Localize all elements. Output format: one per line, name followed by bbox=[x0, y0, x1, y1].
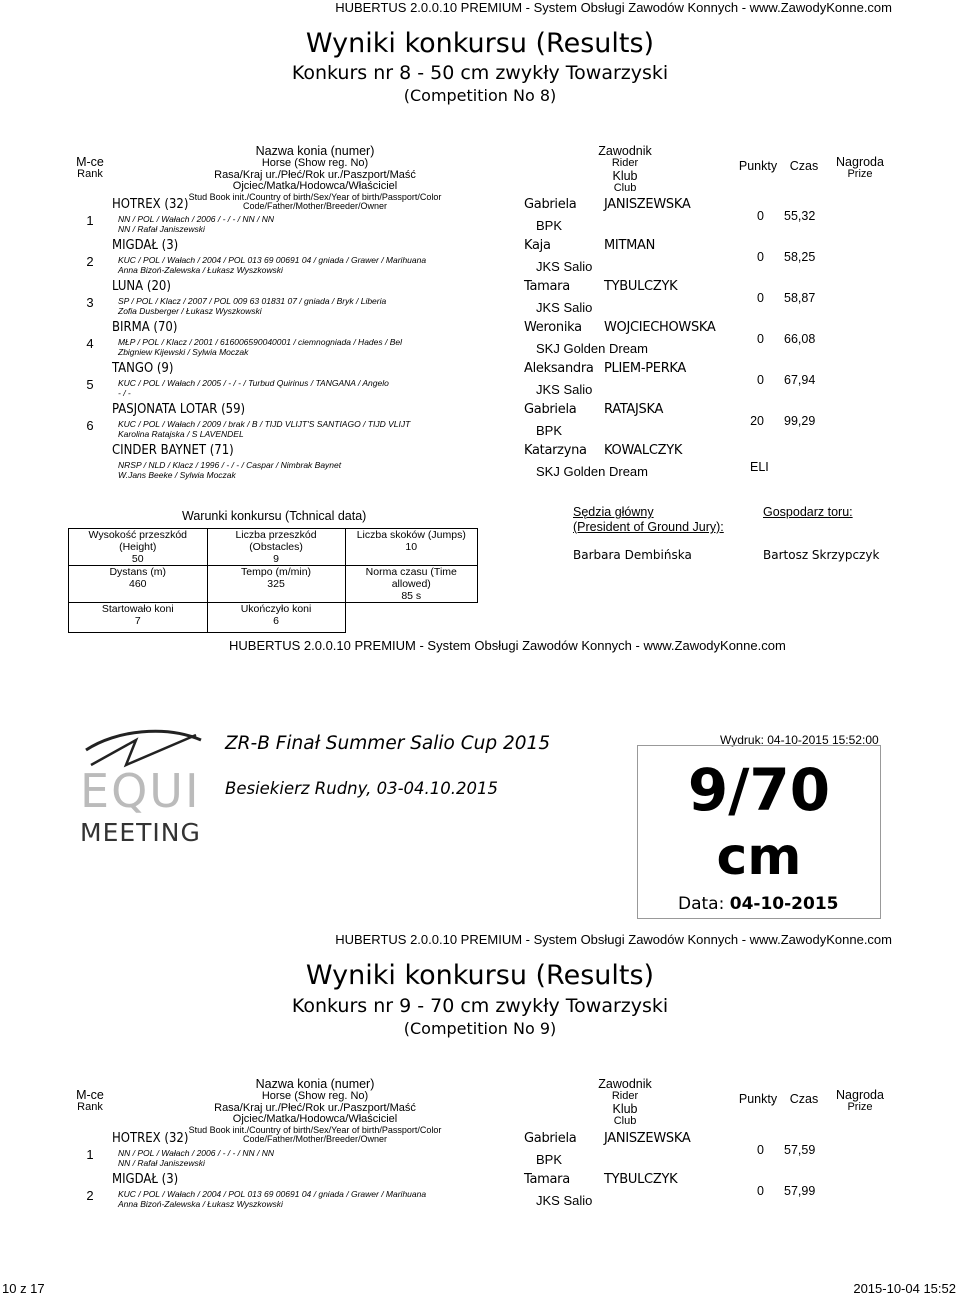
club-header-label-en: Club bbox=[613, 181, 637, 194]
points-value: 0 bbox=[757, 1143, 764, 1157]
horse-header-pedigree: Ojciec/Matka/Hodowca/Właściciel bbox=[232, 180, 398, 193]
club-name: BPK bbox=[536, 1152, 563, 1167]
finished-value: 6 bbox=[273, 615, 279, 627]
distance-cell bbox=[69, 566, 208, 603]
horse-header-pedigree-9: Ojciec/Matka/Hodowca/Właściciel bbox=[232, 1113, 398, 1126]
results-title-9: Wyniki konkursu (Results) bbox=[305, 960, 655, 991]
jumps-value: 10 bbox=[405, 541, 418, 553]
class-date bbox=[678, 894, 838, 914]
date-label: Data: bbox=[678, 894, 725, 914]
horse-header-label: Nazwa konia (numer) bbox=[255, 144, 375, 158]
rider-first-name: Katarzyna bbox=[524, 443, 587, 458]
prize-header-9 bbox=[832, 1089, 888, 1114]
equi-meeting-logo bbox=[76, 720, 216, 870]
rider-last-name: JANISZEWSKA bbox=[604, 197, 691, 212]
logo-text-meeting: MEETING bbox=[80, 818, 201, 847]
horse-details: NRSP / NLD / Klacz / 1996 / - / - / Caspar / Nimbrak Baynet bbox=[118, 460, 342, 470]
system-header: HUBERTUS 2.0.0.10 PREMIUM - System Obsługi Zawodów Konnych - www.ZawodyKonne.com bbox=[335, 0, 892, 15]
rider-header bbox=[580, 145, 670, 194]
horse-owner: Zofia Dusberger / Łukasz Wyszkowski bbox=[118, 306, 262, 316]
points-value: 0 bbox=[757, 373, 764, 387]
tempo-value: 325 bbox=[267, 578, 285, 590]
page-number: 10 z 17 bbox=[2, 1281, 45, 1296]
rider-first-name: Gabriela bbox=[524, 402, 577, 417]
club-header-label: Klub bbox=[612, 168, 638, 183]
started-label: Startowało koni bbox=[101, 603, 174, 615]
horse-details: KUC / POL / Wałach / 2004 / POL 013 69 00691 04 / gniada / Grawer / Marihuana bbox=[118, 255, 427, 265]
rider-first-name: Aleksandra bbox=[524, 361, 594, 376]
time-allowed-label: Norma czasu (Time allowed) bbox=[365, 566, 457, 590]
club-header-label-en-9: Club bbox=[613, 1114, 637, 1127]
points-value: 0 bbox=[757, 332, 764, 346]
time-value: 66,08 bbox=[784, 332, 816, 346]
empty-cell bbox=[345, 603, 477, 633]
horse-header-label-en-9: Horse (Show reg. No) bbox=[261, 1090, 369, 1103]
horse-owner: Zbigniew Kijewski / Sylwia Moczak bbox=[118, 347, 249, 357]
rider-last-name: RATAJSKA bbox=[604, 402, 664, 417]
time-value: 99,29 bbox=[784, 414, 816, 428]
conditions-title: Warunki konkursu (Tchnical data) bbox=[182, 509, 367, 523]
rank-value: 1 bbox=[86, 1147, 94, 1162]
horse-name: MIGDAŁ (3) bbox=[112, 238, 179, 253]
time-value: 57,59 bbox=[784, 1143, 816, 1157]
horse-owner: Anna Bizoń-Zalewska / Łukasz Wyszkowski bbox=[118, 1199, 283, 1209]
prize-header-label: Nagroda bbox=[836, 155, 884, 169]
points-value: 20 bbox=[750, 414, 764, 428]
horse-details: NN / POL / Wałach / 2006 / - / - / NN / NN bbox=[118, 1148, 275, 1158]
points-value: 0 bbox=[757, 250, 764, 264]
rider-header-label-en-9: Rider bbox=[611, 1090, 639, 1103]
rider-last-name: TYBULCZYK bbox=[604, 279, 678, 294]
jumps-cell bbox=[345, 529, 477, 566]
rider-first-name: Tamara bbox=[524, 279, 570, 294]
rank-header-label-9: M-ce bbox=[76, 1088, 104, 1102]
horse-details: SP / POL / Klacz / 2007 / POL 009 63 01831 07 / gniada / Bryk / Liberia bbox=[118, 296, 387, 306]
horse-header-details: Rasa/Kraj ur./Płeć/Rok ur./Paszport/Maść bbox=[214, 168, 416, 181]
distance-label: Dystans (m) bbox=[109, 566, 167, 578]
system-header-3: HUBERTUS 2.0.0.10 PREMIUM - System Obsługi Zawodów Konnych - www.ZawodyKonne.com bbox=[335, 932, 892, 947]
horse-name: TANGO (9) bbox=[112, 361, 174, 376]
competition-subtitle: Konkurs nr 8 - 50 cm zwykły Towarzyski bbox=[291, 62, 669, 84]
horse-header-details-9: Rasa/Kraj ur./Płeć/Rok ur./Paszport/Maść bbox=[214, 1101, 416, 1114]
rider-last-name: WOJCIECHOWSKA bbox=[604, 320, 716, 335]
club-name: BPK bbox=[536, 218, 563, 233]
event-name: ZR-B Finał Summer Salio Cup 2015 bbox=[225, 733, 551, 754]
event-place: Besiekierz Rudny, 03-04.10.2015 bbox=[225, 779, 499, 798]
club-name: SKJ Golden Dream bbox=[536, 341, 648, 356]
rider-header-label-en: Rider bbox=[611, 157, 639, 170]
rank-header-label-en: Rank bbox=[77, 168, 103, 181]
rider-last-name: MITMAN bbox=[604, 238, 656, 253]
rider-last-name: JANISZEWSKA bbox=[604, 1131, 691, 1146]
horse-header-label-9: Nazwa konia (numer) bbox=[255, 1077, 375, 1091]
competition-number: (Competition No 8) bbox=[403, 86, 557, 105]
rider-first-name: Weronika bbox=[524, 320, 582, 335]
points-header-9: Punkty bbox=[738, 1092, 778, 1106]
rank-header-label-en-9: Rank bbox=[77, 1101, 103, 1114]
points-header: Punkty bbox=[738, 159, 778, 173]
rank-value: 1 bbox=[86, 213, 94, 228]
horse-details: MŁP / POL / Klacz / 2001 / 616006590040001 / ciemnogniada / Hades / Bel bbox=[118, 337, 402, 347]
judge-block bbox=[573, 505, 724, 563]
horse-header-details-en-9: Stud Book init./Country of birth/Sex/Year of birth/Passport/Color Code/Father/Mother/Breeder/Owner bbox=[188, 1124, 442, 1145]
height-label: Wysokość przeszkód (Height) bbox=[88, 529, 188, 553]
time-allowed-cell bbox=[345, 566, 477, 603]
club-name: JKS Salio bbox=[536, 382, 593, 397]
time-header-9: Czas bbox=[789, 1092, 819, 1106]
horse-details: KUC / POL / Wałach / 2005 / - / - / Turbud Quirinus / TANGANA / Angelo bbox=[118, 378, 389, 388]
rank-value: 3 bbox=[86, 295, 94, 310]
horse-name: PASJONATA LOTAR (59) bbox=[112, 402, 246, 417]
time-value: 57,99 bbox=[784, 1184, 816, 1198]
horse-name: LUNA (20) bbox=[112, 279, 171, 294]
judge-label: Sędzia główny bbox=[573, 505, 654, 519]
rank-header-label: M-ce bbox=[76, 155, 104, 169]
competition-subtitle-9: Konkurs nr 9 - 70 cm zwykły Towarzyski bbox=[291, 995, 669, 1017]
rank-value: 6 bbox=[86, 418, 94, 433]
prize-header-label-en-9: Prize bbox=[847, 1101, 873, 1114]
points-value: 0 bbox=[757, 1184, 764, 1198]
prize-header bbox=[832, 156, 888, 181]
prize-header-label-9: Nagroda bbox=[836, 1088, 884, 1102]
horse-name: BIRMA (70) bbox=[112, 320, 178, 335]
class-box bbox=[637, 745, 881, 919]
host-name: Bartosz Skrzypczyk bbox=[763, 548, 880, 562]
points-value: 0 bbox=[757, 291, 764, 305]
results-title: Wyniki konkursu (Results) bbox=[305, 28, 655, 59]
time-allowed-value: 85 s bbox=[401, 590, 422, 602]
jumps-label: Liczba skoków (Jumps) bbox=[356, 529, 466, 541]
horse-name: HOTREX (32) bbox=[112, 197, 189, 212]
horse-header-details-en: Stud Book init./Country of birth/Sex/Year of birth/Passport/Color Code/Father/Mother/Breeder/Owner bbox=[188, 191, 442, 212]
club-name: JKS Salio bbox=[536, 259, 593, 274]
horse-owner: NN / Rafał Janiszewski bbox=[118, 1158, 205, 1168]
conditions-table bbox=[68, 528, 478, 633]
class-height: 9/70 bbox=[687, 756, 831, 824]
horse-name: CINDER BAYNET (71) bbox=[112, 443, 234, 458]
time-header: Czas bbox=[789, 159, 819, 173]
rider-first-name: Gabriela bbox=[524, 1131, 577, 1146]
rider-header-label-9: Zawodnik bbox=[598, 1077, 652, 1091]
page-datetime: 2015-10-04 15:52 bbox=[853, 1281, 956, 1296]
started-value: 7 bbox=[134, 615, 141, 627]
rank-value: 2 bbox=[86, 1188, 94, 1203]
points-value: ELI bbox=[750, 460, 769, 474]
club-name: JKS Salio bbox=[536, 1193, 593, 1208]
tempo-label: Tempo (m/min) bbox=[241, 566, 312, 578]
obstacles-label: Liczba przeszkód (Obstacles) bbox=[235, 529, 317, 553]
horse-owner: NN / Rafał Janiszewski bbox=[118, 224, 205, 234]
class-unit: cm bbox=[716, 827, 802, 887]
finished-label: Ukończyło koni bbox=[240, 603, 312, 615]
horse-details: KUC / POL / Wałach / 2009 / brak / B / TIJD VLIJT'S SANTIAGO / TIJD VLIJT bbox=[118, 419, 411, 429]
rider-first-name: Kaja bbox=[524, 238, 551, 253]
horse-header-label-en: Horse (Show reg. No) bbox=[261, 157, 369, 170]
rank-value: 4 bbox=[86, 336, 94, 351]
time-value: 55,32 bbox=[784, 209, 816, 223]
rider-last-name: KOWALCZYK bbox=[604, 443, 683, 458]
height-cell bbox=[69, 529, 208, 566]
horse-name: MIGDAŁ (3) bbox=[112, 1172, 179, 1187]
club-name: JKS Salio bbox=[536, 300, 593, 315]
rank-header bbox=[70, 156, 110, 181]
logo-text-equi: EQUI bbox=[80, 764, 201, 818]
prize-header-label-en: Prize bbox=[847, 168, 873, 181]
rider-last-name: TYBULCZYK bbox=[604, 1172, 678, 1187]
horse-owner: Karolina Ratajska / S LAVENDEL bbox=[118, 429, 244, 439]
competition-number-9: (Competition No 9) bbox=[403, 1019, 557, 1038]
rider-first-name: Tamara bbox=[524, 1172, 570, 1187]
height-value: 50 bbox=[131, 553, 144, 565]
started-cell bbox=[69, 603, 208, 633]
host-label: Gospodarz toru: bbox=[763, 505, 853, 519]
distance-value: 460 bbox=[129, 578, 147, 590]
club-header-label-9: Klub bbox=[612, 1101, 638, 1116]
system-header-2: HUBERTUS 2.0.0.10 PREMIUM - System Obsługi Zawodów Konnych - www.ZawodyKonne.com bbox=[229, 638, 786, 653]
rank-value: 5 bbox=[86, 377, 94, 392]
rider-first-name: Gabriela bbox=[524, 197, 577, 212]
horse-name: HOTREX (32) bbox=[112, 1131, 189, 1146]
rank-value: 2 bbox=[86, 254, 94, 269]
rank-header-9 bbox=[70, 1089, 110, 1114]
club-name: SKJ Golden Dream bbox=[536, 464, 648, 479]
finished-cell bbox=[207, 603, 345, 633]
time-value: 58,25 bbox=[784, 250, 816, 264]
date-value: 04-10-2015 bbox=[729, 894, 839, 914]
horse-details: NN / POL / Wałach / 2006 / - / - / NN / NN bbox=[118, 214, 275, 224]
rider-header-label: Zawodnik bbox=[598, 144, 652, 158]
host-block bbox=[763, 505, 879, 563]
horse-owner: W.Jans Beeke / Sylwia Moczak bbox=[118, 470, 236, 480]
horse-owner: - / - bbox=[118, 388, 131, 398]
time-value: 67,94 bbox=[784, 373, 816, 387]
obstacles-cell bbox=[207, 529, 345, 566]
points-value: 0 bbox=[757, 209, 764, 223]
judge-name: Barbara Dembińska bbox=[573, 548, 692, 562]
rider-last-name: PLIEM-PERKA bbox=[604, 361, 687, 376]
horse-details: KUC / POL / Wałach / 2004 / POL 013 69 00691 04 / gniada / Grawer / Marihuana bbox=[118, 1189, 427, 1199]
obstacles-value: 9 bbox=[273, 553, 279, 565]
horse-owner: Anna Bizoń-Zalewska / Łukasz Wyszkowski bbox=[118, 265, 283, 275]
club-name: BPK bbox=[536, 423, 563, 438]
time-value: 58,87 bbox=[784, 291, 816, 305]
tempo-cell bbox=[207, 566, 345, 603]
rider-header-9 bbox=[580, 1078, 670, 1127]
print-date: Wydruk: 04-10-2015 15:52:00 bbox=[720, 733, 879, 747]
judge-label-en: (President of Ground Jury): bbox=[573, 520, 724, 534]
